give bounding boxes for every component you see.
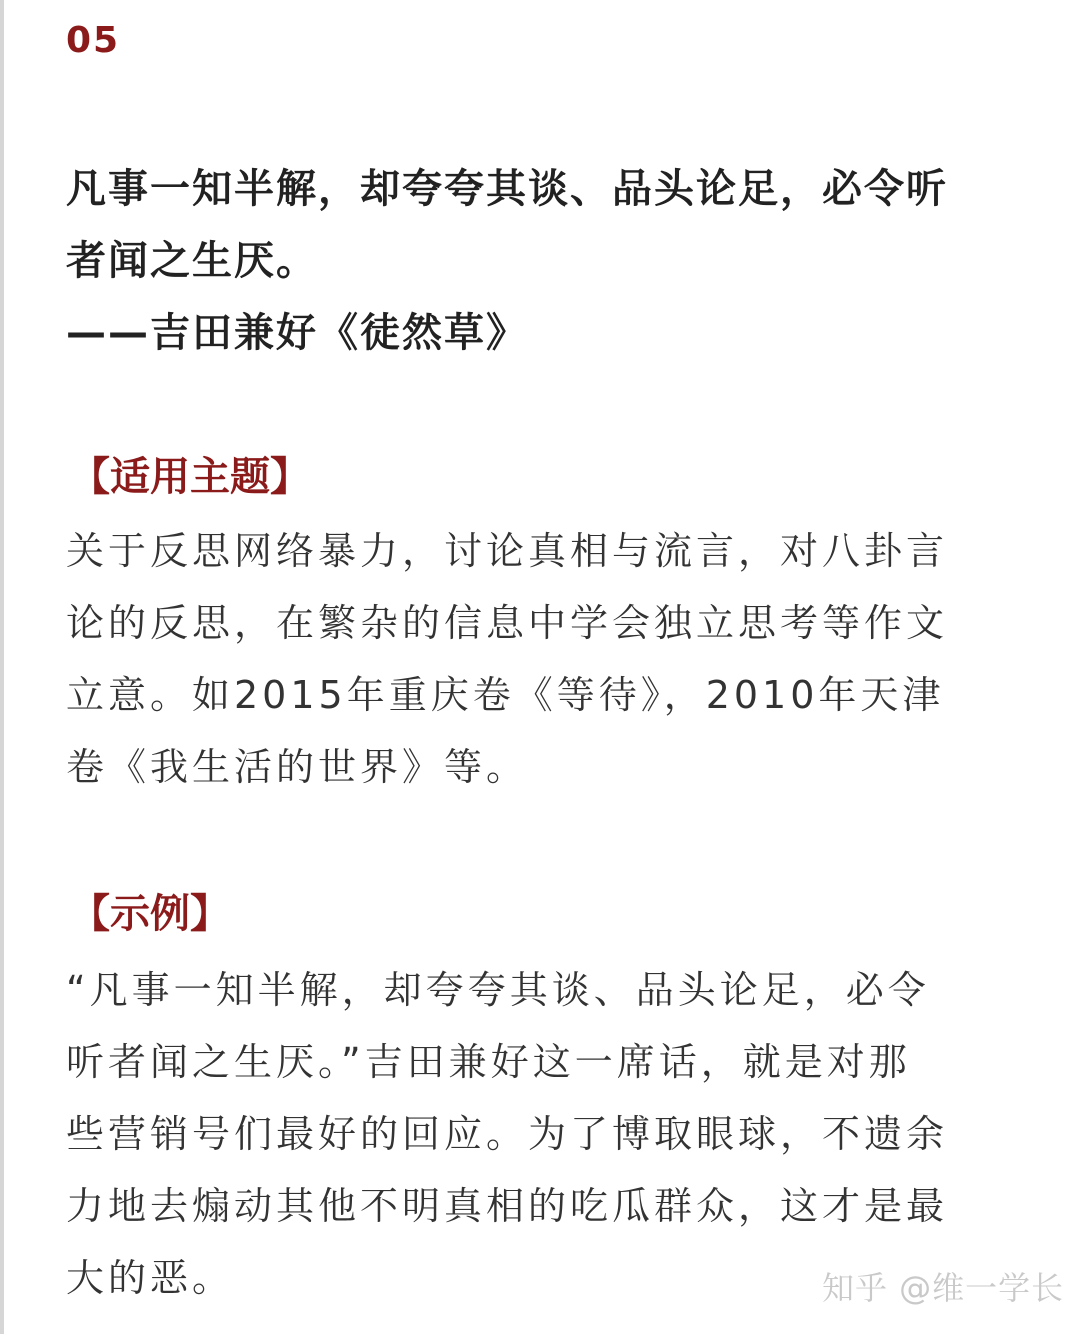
paragraph-line: 听者闻之生厌。”吉田兼好这一席话，就是对那	[66, 1040, 911, 1084]
quote-line: 凡事一知半解，却夸夸其谈、品头论足，必令听	[66, 166, 948, 212]
quote-block	[66, 153, 1026, 369]
quote-attribution: ——吉田兼好《徒然草》	[66, 310, 528, 356]
paragraph-line: 力地去煽动其他不明真相的吃瓜群众，这才是最	[66, 1184, 949, 1228]
left-border	[0, 0, 4, 1334]
zhihu-watermark: 知乎 @维一学长	[822, 1269, 1065, 1307]
paragraph-line: “凡事一知半解，却夸夸其谈、品头论足，必令	[66, 968, 930, 1012]
theme-paragraph	[66, 515, 1026, 803]
paragraph-line: 立意。如2015年重庆卷《等待》，2010年天津	[66, 673, 945, 717]
paragraph-line: 论的反思，在繁杂的信息中学会独立思考等作文	[66, 601, 949, 645]
theme-heading: 【适用主题】	[70, 454, 310, 500]
paragraph-line: 卷《我生活的世界》等。	[66, 745, 529, 789]
quote-line: 者闻之生厌。	[66, 238, 318, 284]
example-heading: 【示例】	[70, 891, 230, 937]
section-number: 05	[66, 20, 121, 61]
paragraph-line: 关于反思网络暴力，讨论真相与流言，对八卦言	[66, 529, 949, 573]
paragraph-line: 些营销号们最好的回应。为了博取眼球，不遗余	[66, 1112, 949, 1156]
example-paragraph	[66, 954, 1026, 1314]
paragraph-line: 大的恶。	[66, 1256, 235, 1300]
